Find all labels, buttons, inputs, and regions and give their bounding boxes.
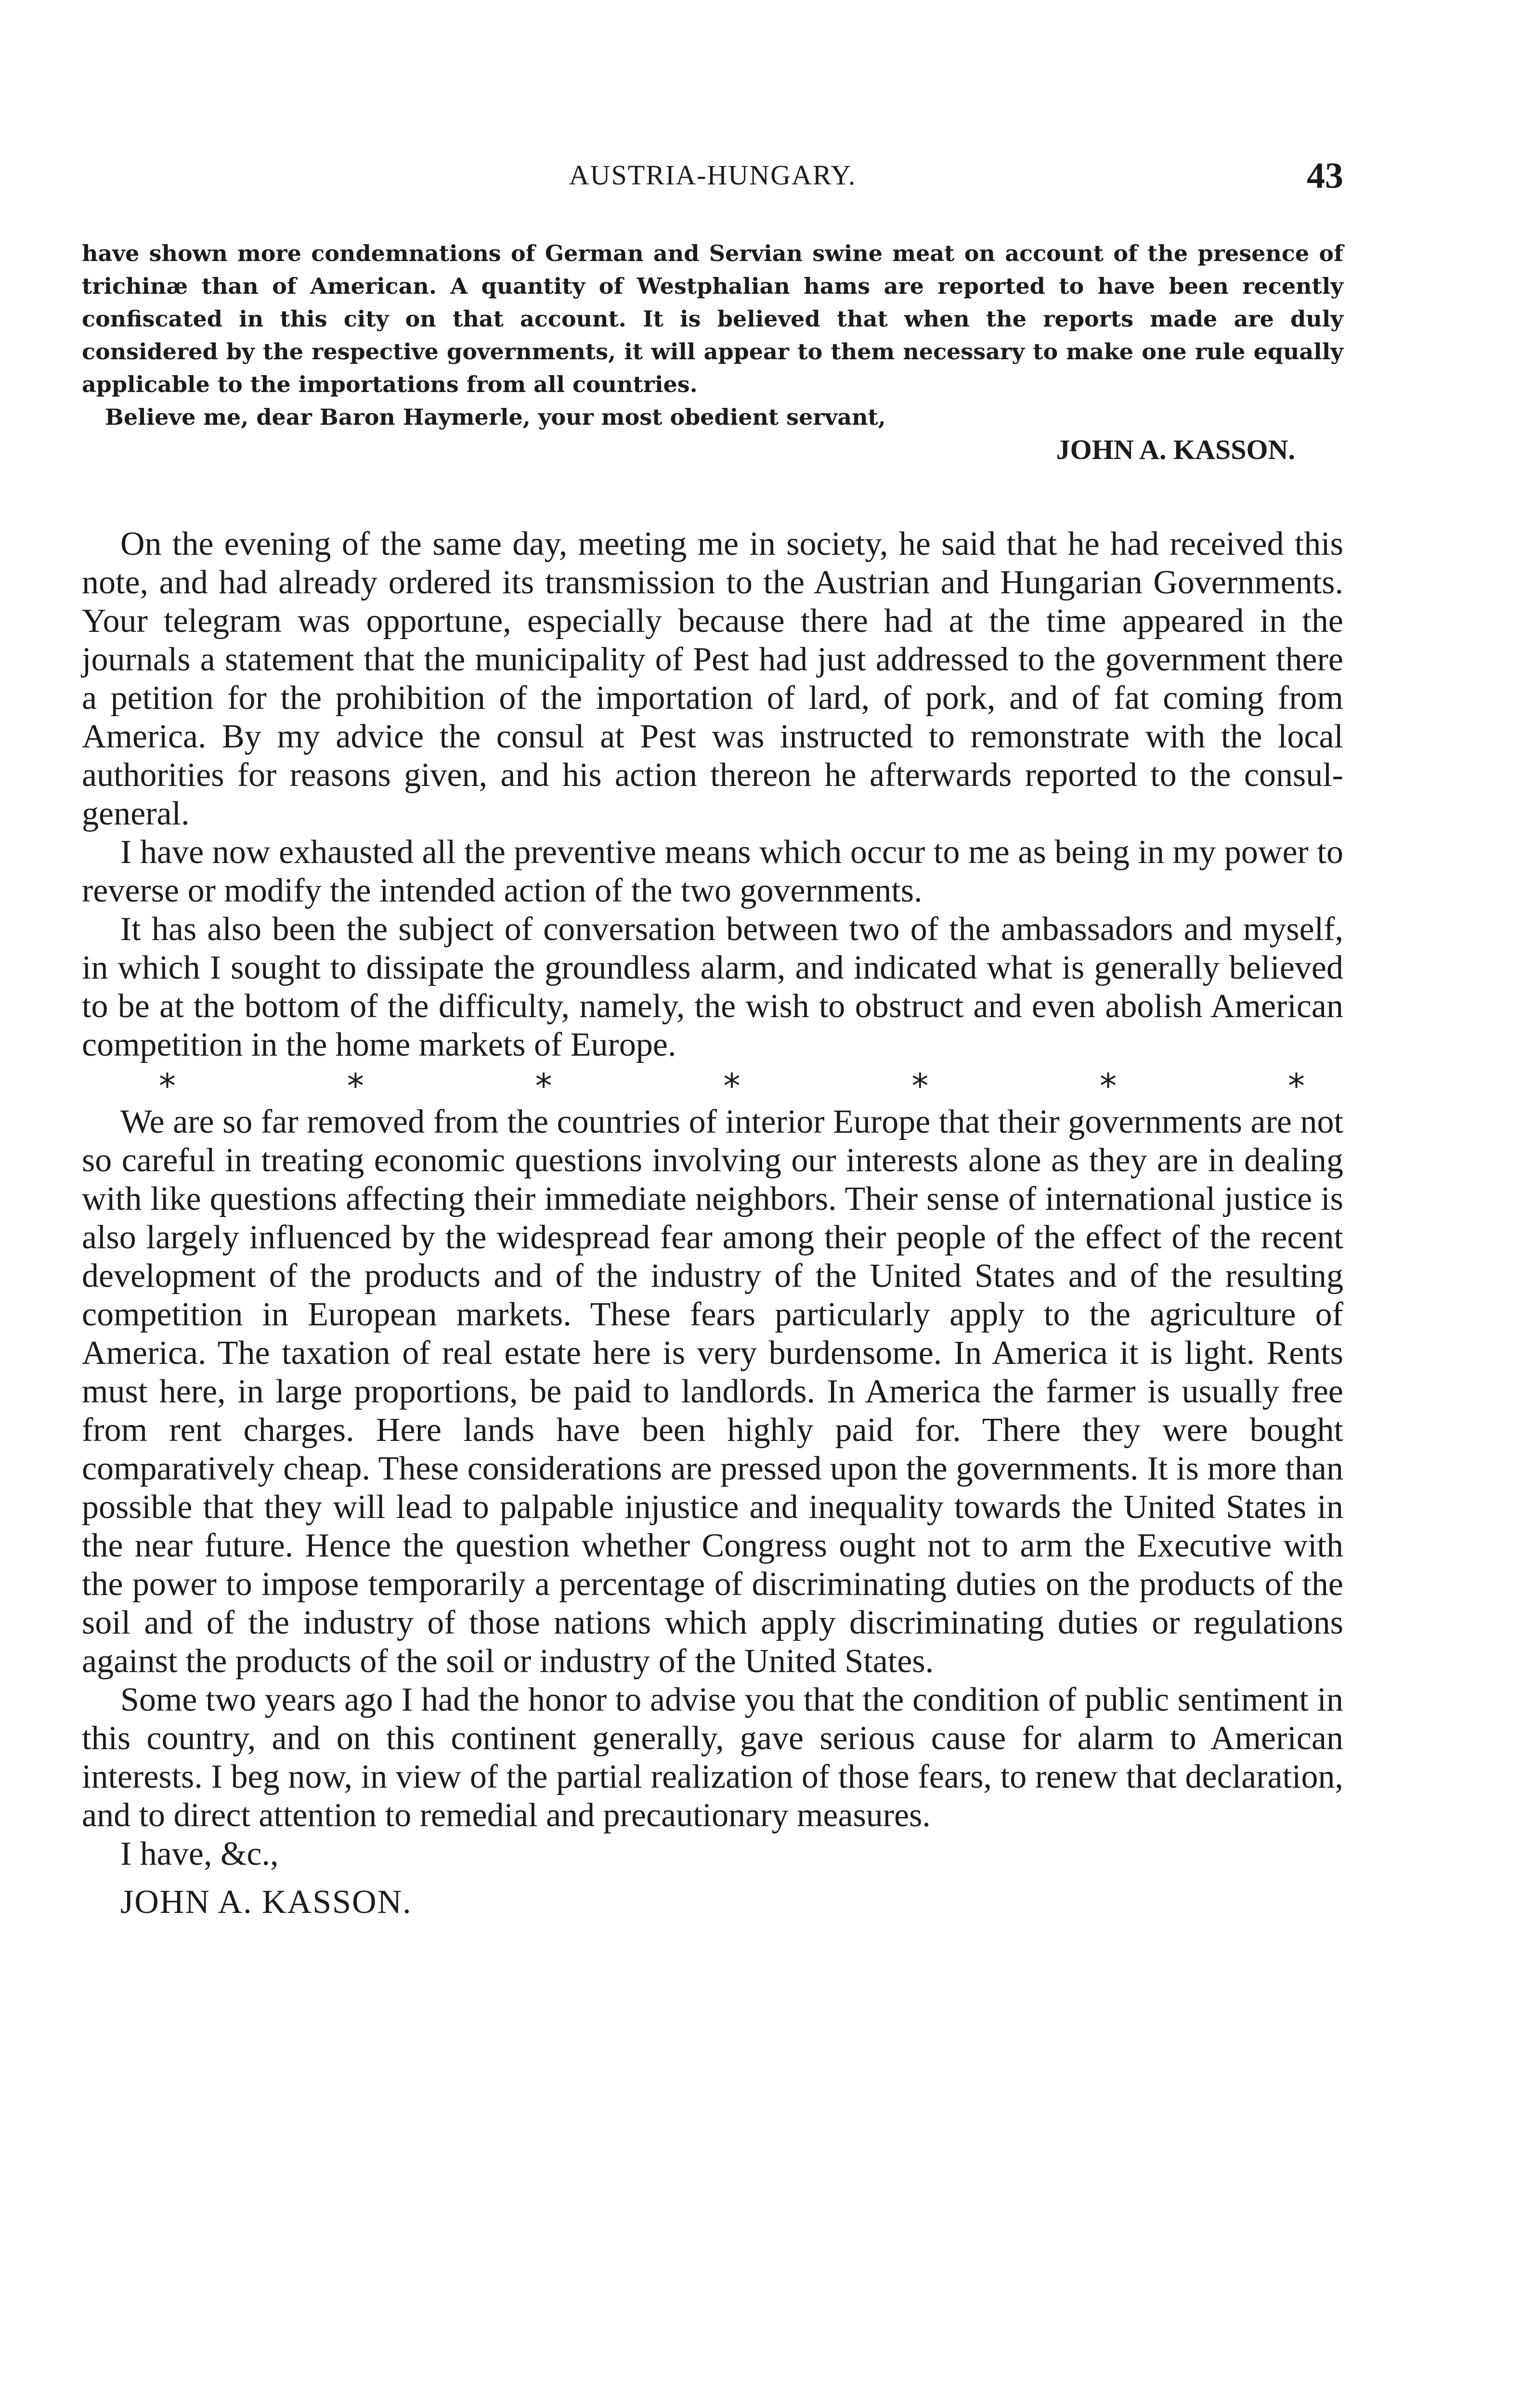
asterisk: *: [347, 1066, 364, 1106]
signature: JOHN A. KASSON.: [120, 1884, 412, 1921]
paragraph: It has also been the subject of conversation between two of the ambassadors and myself, in which I sought to dissipate the groundless alarm, and indicated what is generally believed to be at the bottom of the difficulty, namely, the wish to obstruct and even abolish American competition in the home markets of Europe.: [82, 911, 1343, 1063]
letter-closing: Believe me, dear Baron Haymerle, your most obedient servant,: [105, 404, 886, 430]
running-header: [82, 156, 1343, 202]
paragraph: On the evening of the same day, meeting me in society, he said that he had received this note, and had already ordered its transmission to the Austrian and Hungarian Governments. Your telegram was opportune, especially because there had at the time appeared in the journals a statement that the municipality of Pest had just addressed to the government there a petition for the prohibition of the importation of lard, of pork, and of fat coming from America. By my advice the consul at Pest was instructed to remonstrate with the local authorities for reasons given, and his action thereon he afterwards reported to the consul-general.: [82, 525, 1343, 832]
closing-line: I have, &c.,: [120, 1835, 279, 1872]
letter-signature: JOHN A. KASSON.: [1056, 434, 1295, 465]
main-text: [82, 525, 1343, 1922]
asterisk: *: [1100, 1066, 1117, 1106]
page-number: 43: [1307, 156, 1343, 196]
asterisk: *: [911, 1066, 929, 1106]
letter-body: have shown more condemnations of German and Servian swine meat on account of the presence of trichinæ than of American. A quantity of Westphalian hams are reported to have been recently confiscated in this city on that account. It is believed that when the reports made are duly considered by the respective governments, it will appear to them necessary to make one rule equally applicable to the importations from all countries.: [82, 240, 1343, 397]
paragraph: I have now exhausted all the preventive means which occur to me as being in my power to reverse or modify the intended action of the two governments.: [82, 834, 1343, 909]
asterisk: *: [723, 1066, 741, 1106]
asterisk-separator: [82, 1064, 1343, 1106]
running-title: AUSTRIA-HUNGARY.: [569, 159, 857, 191]
document-page: [82, 0, 1343, 2408]
asterisk: *: [1287, 1066, 1305, 1106]
asterisk: *: [535, 1066, 552, 1106]
quoted-letter: [82, 237, 1343, 466]
asterisk: *: [159, 1066, 176, 1106]
paragraph: We are so far removed from the countries of interior Europe that their governments are not so careful in treating economic questions involving our interests alone as they are in dealing with like questions affecting their immediate neighbors. Their sense of international justice is also largely influenced by the widespread fear among their people of the effect of the recent development of the products and of the industry of the United States and of the resulting competition in European markets. These fears particularly apply to the agriculture of America. The taxation of real estate here is very burdensome. In America it is light. Rents must here, in large proportions, be paid to landlords. In America the farmer is usually free from rent charges. Here lands have been highly paid for. There they were bought comparatively cheap. These considerations are pressed upon the governments. It is more than possible that they will lead to palpable injustice and inequality towards the United States in the near future. Hence the question whether Congress ought not to arm the Executive with the power to impose temporarily a percentage of discriminating duties on the products of the soil and of the industry of those nations which apply discriminating duties or regulations against the products of the soil or industry of the United States.: [82, 1103, 1343, 1680]
paragraph: Some two years ago I had the honor to advise you that the condition of public sentiment in this country, and on this continent generally, gave serious cause for alarm to American interests. I beg now, in view of the partial realization of those fears, to renew that declaration, and to direct attention to remedial and precautionary measures.: [82, 1681, 1343, 1834]
